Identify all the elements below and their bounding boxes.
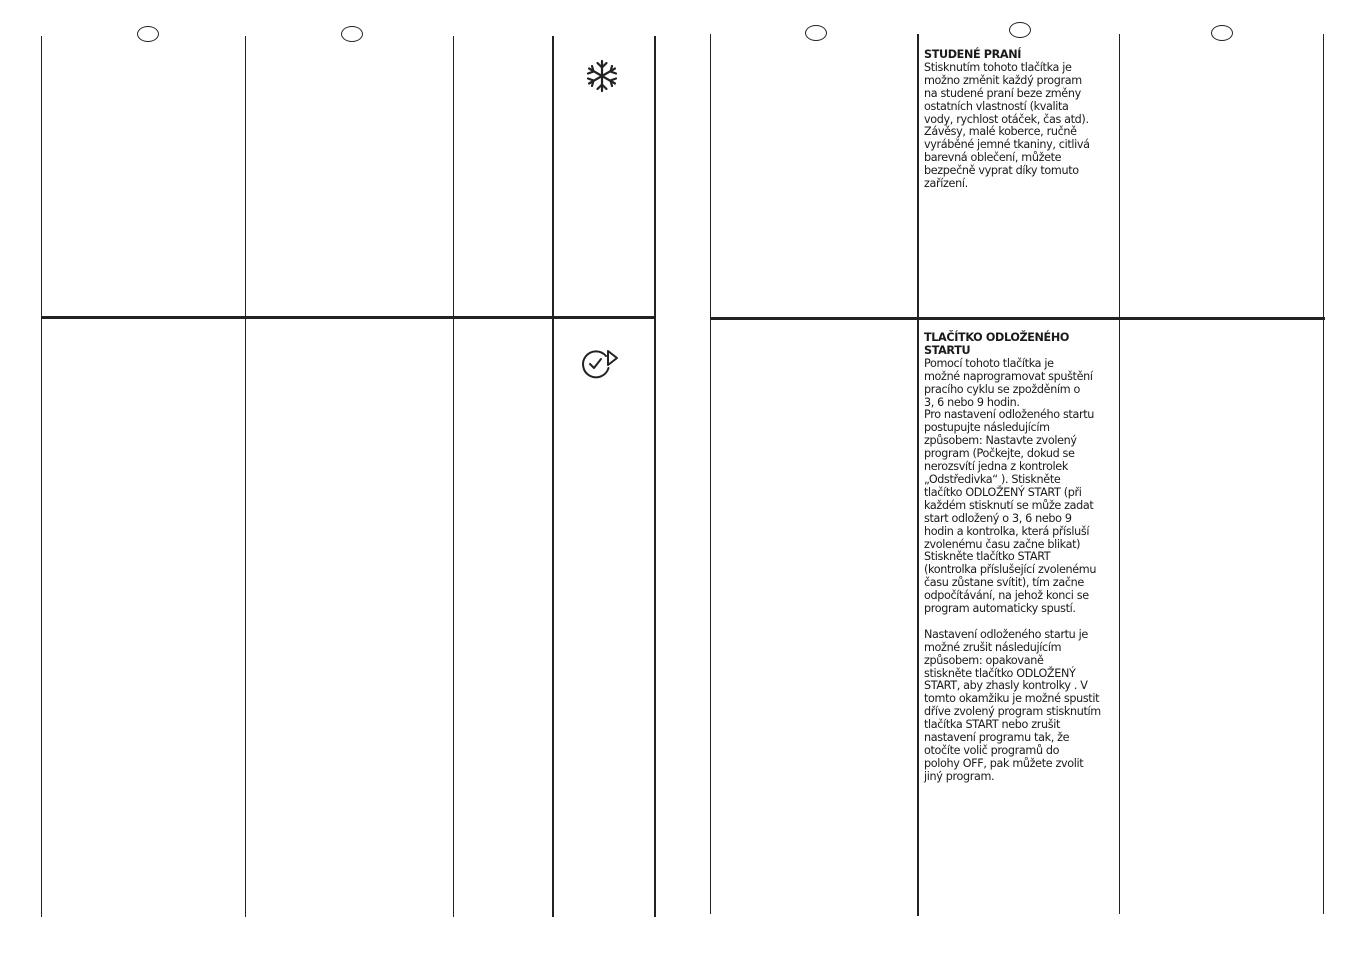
language-marker-3	[805, 25, 827, 41]
column-divider	[245, 36, 246, 917]
delay-start-description: Pomocí tohoto tlačítka je možné naprogramovat spuštění pracího cyklu se zpožděním o 3, 6 nebo 9 hodin. Pro nastavení odloženého startu postupujte následujícím způsobem: Nastavte zvolený program (Počkejte, dokud se nerozsvítí jedna z kontrolek „Odstředivka“ ). Stiskněte tlačítko ODLOŽENÝ START (při každém stisknutí se může zadat start odložený o 3, 6 nebo 9 hodin a kontrolka, která přísluší zvolenému času začne blikat) Stiskněte tlačítko START (kontrolka příslušející zvolenému času zůstane svítit), tím začne odpočítávání, na jehož konci se program automaticky spustí. Nastavení odloženého startu je možné zrušit následujícím způsobem: opakovaně stiskněte tlačítko ODLOŽENÝ START, aby zhasly kontrolky . V tomto okamžiku je možné spustit dříve zvolený program stisknutím tlačítka START nebo zrušit nastavení programu tak, že otočíte volič programů do polohy OFF, pak můžete zvolit jiný program.	[924, 356, 1101, 783]
delay-start-heading: TLAČÍTKO ODLOŽENÉHO STARTU	[924, 331, 1070, 357]
column-divider	[1119, 34, 1120, 914]
delay-start-section	[924, 332, 1114, 784]
column-divider	[1323, 34, 1324, 914]
language-marker-5	[1211, 25, 1233, 41]
column-divider	[453, 36, 454, 917]
delay-start-clock-icon	[580, 346, 622, 382]
language-marker-2	[341, 26, 363, 42]
cold-wash-heading: STUDENÉ PRANÍ	[924, 48, 1022, 61]
column-divider	[710, 34, 711, 914]
column-divider	[917, 34, 919, 916]
cold-wash-section	[924, 49, 1114, 191]
column-divider	[552, 36, 554, 917]
column-divider	[41, 36, 42, 917]
row-divider	[711, 317, 1325, 320]
cold-wash-description: Stisknutím tohoto tlačítka je možno změnit každý program na studené praní beze změny ostatních vlastností (kvalita vody, rychlost otáček, čas atd). Závěsy, malé koberce, ručně vyráběné jemné tkaniny, citlivá barevná oblečení, můžete bezpečně vyprat díky tomuto zařízení.	[924, 60, 1090, 191]
snowflake-icon	[584, 58, 620, 94]
column-divider	[654, 36, 656, 917]
language-marker-1	[137, 26, 159, 42]
row-divider	[42, 316, 655, 319]
language-marker-4	[1009, 22, 1031, 38]
